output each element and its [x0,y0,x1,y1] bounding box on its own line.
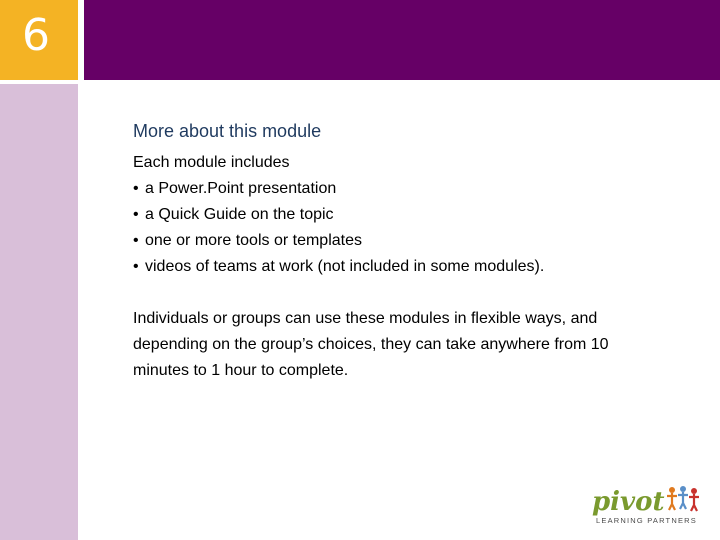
list-item [133,254,693,280]
pivot-logo [590,484,706,528]
people-figures-icon [667,486,699,511]
list-item [133,202,693,228]
intro-text: Each module includes [133,154,290,171]
header-bar [84,0,720,80]
logo-tagline: LEARNING PARTNERS [596,516,697,525]
bullet-icon: • [133,232,139,249]
module-content [133,120,693,384]
bullet-icon: • [133,206,139,223]
list-item [133,228,693,254]
pivot-logo-graphic [590,484,706,528]
usage-paragraph: Individuals or groups can use these modules in flexible ways, and depending on the group’s choices, they can take anywhere from 10 minutes to 1 hour to complete. [133,310,609,379]
list-item-text: a Quick Guide on the topic [145,206,334,223]
list-item [133,176,693,202]
list-item-text: a Power.Point presentation [145,180,337,197]
logo-wordmark: pivot [592,487,665,517]
module-number-box [0,0,78,80]
list-item-text: videos of teams at work (not included in some modules). [145,258,545,275]
side-strip [0,84,78,540]
module-title: More about this module [133,121,322,141]
list-item-text: one or more tools or templates [145,232,362,249]
module-number: 6 [22,10,50,61]
bullet-icon: • [133,258,139,275]
bullet-icon: • [133,180,139,197]
includes-list [133,176,693,280]
